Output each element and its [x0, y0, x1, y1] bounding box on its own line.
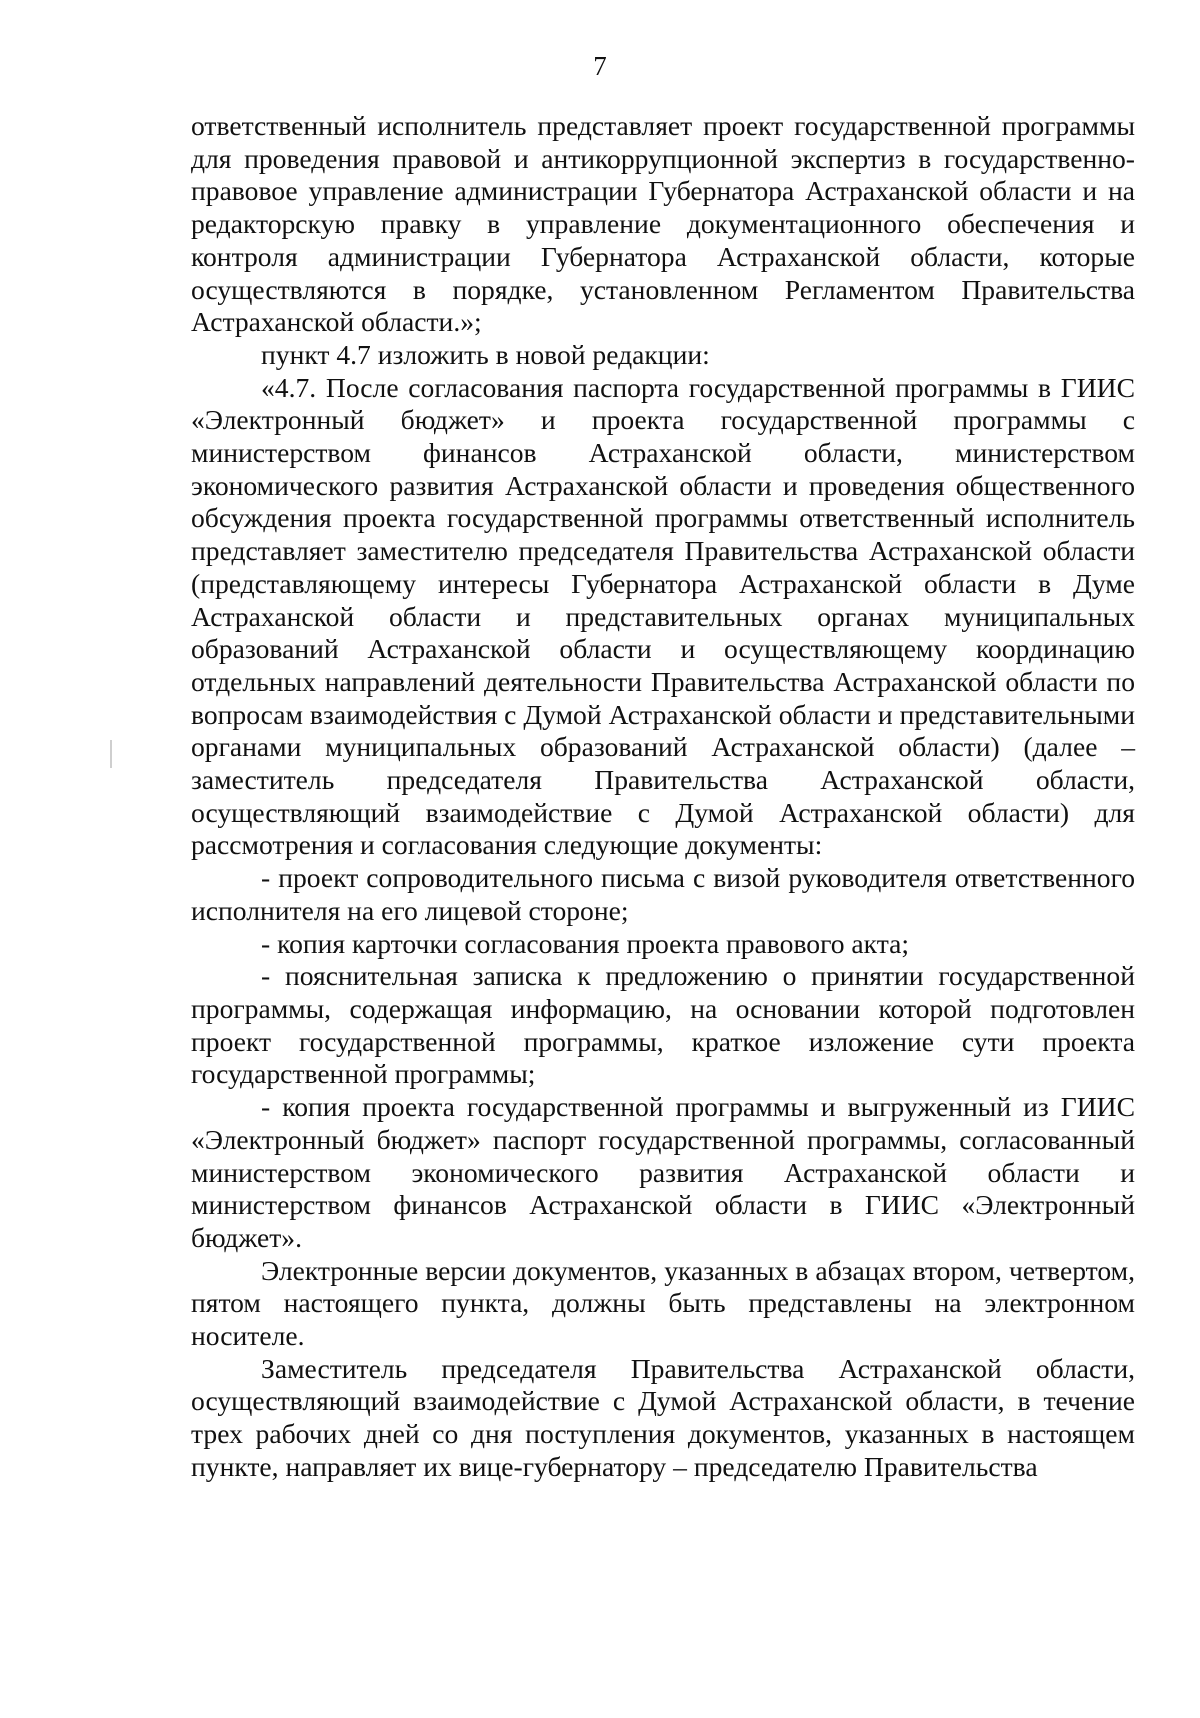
paragraph-continuation: ответственный исполнитель представляет проект государственной программы для проведения правовой и антикоррупционной экспертиз в государственно-правовое управление администрации Губернатора Астраханской области и на редакторскую правку в управление документационного обеспечения и контроля администрации Губернатора Астраханской области, которые осуществляются в порядке, установленном Регламентом Правительства Астраханской области.»;	[191, 110, 1135, 338]
page-number: 7	[593, 51, 607, 81]
paragraph-electronic-versions: Электронные версии документов, указанных в абзацах втором, четвертом, пятом настоящего пункта, должны быть представлены на электронном носителе.	[191, 1254, 1135, 1352]
list-item-approval-card: - копия карточки согласования проекта правового акта;	[261, 927, 910, 959]
document-body	[191, 110, 1135, 1484]
paragraph-clause-4-7: «4.7. После согласования паспорта государственной программы в ГИИС «Электронный бюджет» и проекта государственной программы с министерством финансов Астраханской области, министерством экономического развития Астраханской области и проведения общественного обсуждения проекта государственной программы ответственный исполнитель представляет заместителю председателя Правительства Астраханской области (представляющему интересы Губернатора Астраханской области в Думе Астраханской области и представительных органах муниципальных образований Астраханской области и осуществляющему координацию отдельных направлений деятельности Правительства Астраханской области по вопросам взаимодействия с Думой Астраханской области и представительными органами муниципальных образований Астраханской области) (далее – заместитель председателя Правительства Астраханской области, осуществляющий взаимодействие с Думой Астраханской области) для рассмотрения и согласования следующие документы:	[191, 371, 1135, 861]
paragraph-amendment-intro: пункт 4.7 изложить в новой редакции:	[261, 338, 710, 370]
paragraph-deputy-chairman: Заместитель председателя Правительства Астраханской области, осуществляющий взаимодействие с Думой Астраханской области, в течение трех рабочих дней со дня поступления документов, указанных в настоящем пункте, направляет их вице-губернатору – председателю Правительства	[191, 1352, 1135, 1482]
list-item-cover-letter: - проект сопроводительного письма с визой руководителя ответственного исполнителя на его лицевой стороне;	[191, 862, 1135, 926]
list-item-explanatory-note: - пояснительная записка к предложению о принятии государственной программы, содержащая информацию, на основании которой подготовлен проект государственной программы, краткое изложение сути проекта государственной программы;	[191, 960, 1135, 1090]
scan-margin-mark	[110, 740, 112, 768]
list-item-program-copy: - копия проекта государственной программы и выгруженный из ГИИС «Электронный бюджет» паспорт государственной программы, согласованный министерством экономического развития Астраханской области и министерством финансов Астраханской области в ГИИС «Электронный бюджет».	[191, 1091, 1135, 1253]
